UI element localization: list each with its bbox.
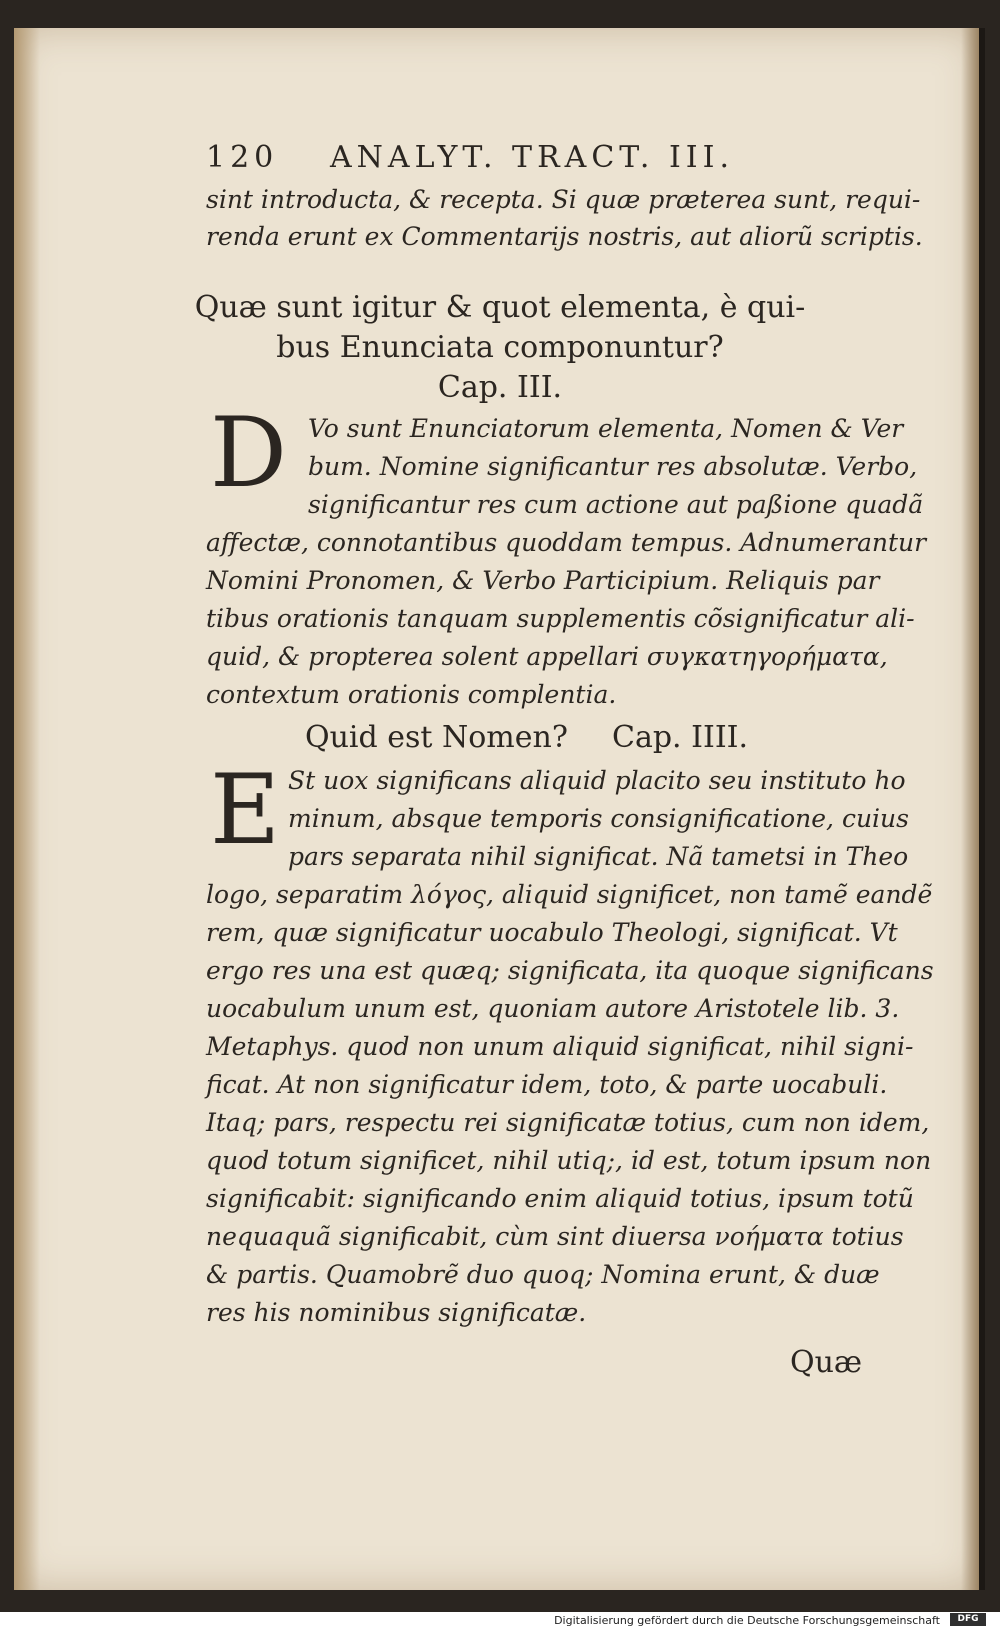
catchword: Quæ [790,1345,863,1380]
chapter-4-line: quod totum significet, nihil utiq;, id est, totum ipsum non [206,1146,932,1175]
chapter-3-line: quid, & propterea solent appellari συγκατηγορήματα, [206,642,888,671]
chapter-3-line: bum. Nomine significantur res absolutæ. Verbo, [308,452,918,481]
chapter-3-line: tibus orationis tanquam supplementis cõsignificatur ali- [206,604,915,633]
dfg-logo-icon: DFG [950,1613,986,1626]
chapter-4-line: Itaq; pars, respectu rei significatæ totius, cum non idem, [206,1108,930,1137]
chapter-3-title-line-1: Quæ sunt igitur & quot elementa, è qui- [194,290,806,325]
chapter-4-line: logo, separatim λόγος, aliquid significet, non tamẽ eandẽ [206,880,933,909]
drop-cap-d: D [210,397,287,509]
chapter-3-line: Vo sunt Enunciatorum elementa, Nomen & Ver [308,414,904,443]
page-number: 120 [206,140,279,175]
chapter-4-line: significabit: significando enim aliquid totius, ipsum totũ [206,1184,914,1213]
chapter-4-cap: Cap. IIII. [612,720,749,755]
chapter-3-title-line-2: bus Enunciata componuntur? [276,330,724,365]
running-title: ANALYT. TRACT. III. [330,140,735,175]
chapter-4-line: rem, quæ significatur uocabulo Theologi, significat. Vt [206,918,898,947]
chapter-4-line: ficat. At non significatur idem, toto, & parte uocabuli. [206,1070,888,1099]
chapter-4-line: minum, absque temporis consignificatione, cuius [288,804,909,833]
intro-line-2: renda erunt ex Commentarijs nostris, aut aliorũ scriptis. [206,222,923,251]
chapter-3-line: Nomini Pronomen, & Verbo Participium. Reliquis par [206,566,880,595]
chapter-4-line: pars separata nihil significat. Nã tametsi in Theo [288,842,909,871]
chapter-3-cap: Cap. III. [437,370,563,405]
chapter-4-line: nequaquã significabit, cùm sint diuersa νοήματα totius [206,1222,904,1251]
chapter-4-line: uocabulum unum est, quoniam autore Aristotele lib. 3. [206,994,900,1023]
chapter-3-line: affectæ, connotantibus quoddam tempus. Adnumerantur [206,528,927,557]
drop-cap-e: E [210,754,281,866]
chapter-4-line: Metaphys. quod non unum aliquid significat, nihil signi- [206,1032,914,1061]
chapter-4-line: St uox significans aliquid placito seu instituto ho [288,766,906,795]
intro-line-1: sint introducta, & recepta. Si quæ præterea sunt, requi- [206,185,921,214]
chapter-4-line: res his nominibus significatæ. [206,1298,587,1327]
chapter-3-line: significantur res cum actione aut paßione quadã [308,490,924,519]
chapter-4-title: Quid est Nomen? [305,720,568,755]
chapter-3-line: contextum orationis complentia. [206,680,617,709]
chapter-4-line: ergo res una est quæq; significata, ita quoque significans [206,956,934,985]
digitization-credit: Digitalisierung gefördert durch die Deutsche Forschungsgemeinschaft [554,1614,940,1627]
chapter-4-line: & partis. Quamobrẽ duo quoq; Nomina erunt, & duæ [206,1260,880,1289]
